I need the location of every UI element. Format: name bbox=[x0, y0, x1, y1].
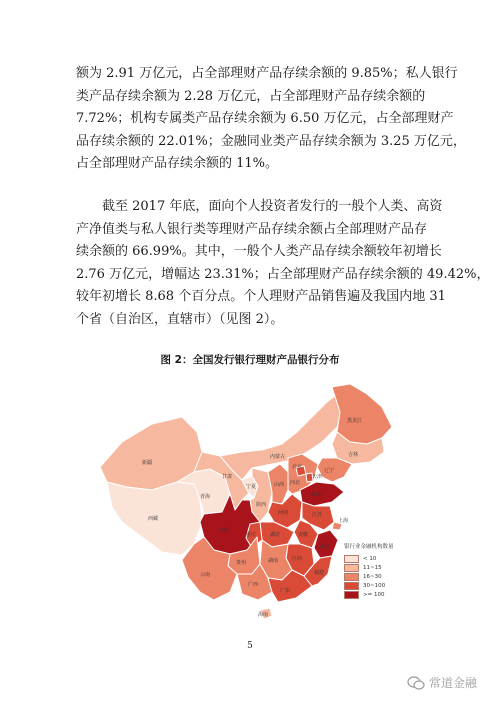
province-label: 广西 bbox=[248, 582, 259, 588]
legend-label: 30~100 bbox=[363, 582, 386, 589]
paragraph-1 bbox=[76, 63, 466, 176]
province-label: 内蒙古 bbox=[270, 454, 286, 460]
page-number: 5 bbox=[247, 641, 253, 651]
province-label: 贵州 bbox=[236, 560, 247, 566]
province-label: 吉林 bbox=[348, 452, 359, 458]
province-label: 西藏 bbox=[148, 516, 159, 522]
legend-swatch bbox=[344, 555, 359, 563]
province-label: 湖南 bbox=[268, 558, 279, 564]
watermark-text: 常道金融 bbox=[429, 676, 478, 690]
legend-label: 16~30 bbox=[363, 573, 382, 580]
legend-swatch bbox=[344, 591, 359, 599]
province-label: 河南 bbox=[278, 510, 289, 516]
province-label: 新疆 bbox=[142, 460, 153, 466]
province-label: 重庆 bbox=[246, 532, 257, 538]
province-label: 安徽 bbox=[298, 532, 309, 538]
province-label: 北京 bbox=[292, 464, 303, 470]
paragraph-2 bbox=[76, 196, 490, 332]
legend-label: < 10 bbox=[363, 555, 377, 562]
text-line: 续余额的 66.99%。其中，一般个人类产品存续余额较年初增长 bbox=[76, 244, 442, 260]
legend-item bbox=[344, 572, 394, 581]
text-line: 占全部理财产品存续余额的 11%。 bbox=[76, 156, 279, 172]
legend-item bbox=[344, 563, 394, 572]
province-label: 甘肃 bbox=[222, 474, 233, 480]
figure-title: 图 2：全国发行银行理财产品银行分布 bbox=[160, 354, 340, 366]
text-line: 2.76 万亿元，增幅达 23.31%；占全部理财产品存续余额的 49.42%， bbox=[76, 266, 490, 282]
legend-swatch bbox=[344, 573, 359, 581]
province-liaoning bbox=[317, 458, 352, 482]
text-line: 产净值类与私人银行类等理财产品存续余额占全部理财产品存 bbox=[76, 221, 428, 237]
province-label: 江苏 bbox=[312, 512, 323, 518]
province-label: 上海 bbox=[338, 518, 349, 524]
province-label: 天津 bbox=[312, 474, 323, 480]
legend-label: >= 100 bbox=[363, 591, 385, 598]
province-label: 福建 bbox=[314, 570, 325, 576]
wechat-icon bbox=[407, 676, 425, 690]
text-line: 个省（自治区，直辖市）（见图 2）。 bbox=[76, 311, 284, 327]
province-label: 四川 bbox=[220, 528, 231, 534]
province-label: 山东 bbox=[312, 492, 323, 498]
legend-title: 银行业金融机构数量 bbox=[344, 544, 394, 550]
text-line: 额为 2.91 万亿元，占全部理财产品存续余额的 9.85%；私人银行 bbox=[76, 66, 458, 81]
legend-item bbox=[344, 590, 394, 599]
legend-item bbox=[344, 581, 394, 590]
province-label: 江西 bbox=[292, 556, 303, 562]
province-label: 青海 bbox=[200, 494, 211, 500]
province-label: 广东 bbox=[280, 588, 291, 594]
text-line: 较年初增长 8.68 个百分点。个人理财产品销售遍及我国内地 31 bbox=[76, 289, 446, 305]
province-label: 浙江 bbox=[320, 544, 331, 550]
text-line: 类产品存续余额为 2.28 万亿元，占全部理财产品存续余额的 bbox=[76, 88, 426, 104]
map-legend bbox=[344, 542, 394, 599]
watermark bbox=[407, 674, 477, 691]
text-line: 截至 2017 年底，面向个人投资者发行的一般个人类、高资 bbox=[76, 199, 443, 214]
province-label: 陕西 bbox=[256, 502, 267, 508]
province-label: 黑龙江 bbox=[347, 418, 363, 424]
province-label: 辽宁 bbox=[324, 468, 335, 474]
legend-swatch bbox=[344, 564, 359, 572]
text-line: 品存续余额的 22.01%；金融同业类产品存续余额为 3.25 万亿元， bbox=[76, 133, 466, 149]
province-label: 河北 bbox=[290, 480, 301, 486]
province-label: 海南 bbox=[258, 612, 269, 618]
province-label: 宁夏 bbox=[246, 484, 257, 490]
province-label: 山西 bbox=[274, 482, 285, 488]
legend-swatch bbox=[344, 582, 359, 590]
province-label: 湖北 bbox=[270, 532, 281, 538]
province-label: 云南 bbox=[200, 572, 211, 578]
text-line: 7.72%；机构专属类产品存续余额为 6.50 万亿元，占全部理财产 bbox=[76, 111, 454, 127]
legend-label: 11~15 bbox=[363, 564, 382, 571]
legend-item bbox=[344, 554, 394, 563]
